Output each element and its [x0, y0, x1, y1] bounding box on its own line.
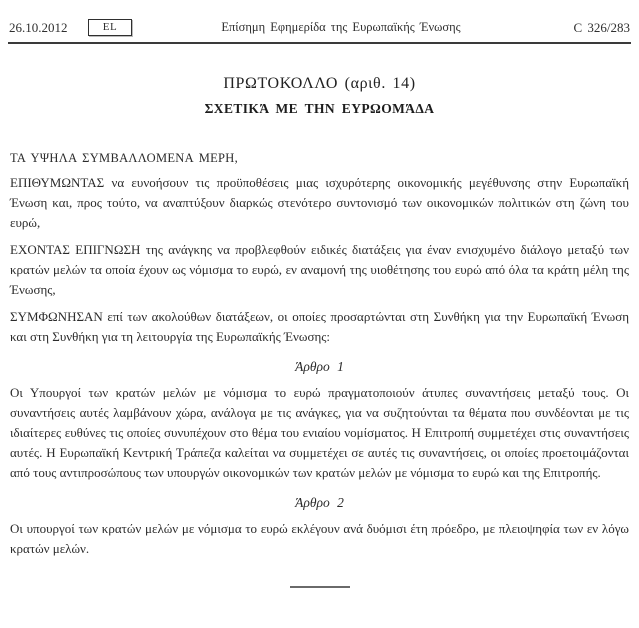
article-1-heading: Άρθρο 1 — [295, 359, 344, 374]
journal-title: Επίσημη Εφημερίδα της Ευρωπαϊκής Ένωσης — [221, 20, 461, 34]
preamble-paragraph: ΕΧΟΝΤΑΣ ΕΠΙΓΝΩΣΗ της ανάγκης να προβλεφθούν ειδικές διατάξεις για έναν ενισχυμένο διάλογο μεταξύ των κρατών μελών τα οποία έχουν ως νόμισμα το ευρώ, εν αναμονή της υιοθέτησης του ευρώ από όλα τα κράτη μέλη της Ένωσης, — [10, 242, 629, 297]
article-2-heading: Άρθρο 2 — [295, 495, 344, 510]
header-date: 26.10.2012 — [9, 19, 68, 35]
end-rule — [290, 586, 350, 588]
language-code: EL — [102, 21, 118, 33]
page-header — [0, 0, 639, 36]
preamble-parties: ΤΑ ΥΨΗΛΑ ΣΥΜΒΑΛΛΟΜΕΝΑ ΜΕΡΗ, — [10, 151, 239, 165]
language-code-box — [88, 19, 132, 36]
protocol-title: ΠΡΩΤΟΚΟΛΛΟ (αριθ. 14) — [223, 75, 416, 92]
preamble-paragraph: ΣΥΜΦΩΝΗΣΑΝ επί των ακολούθων διατάξεων, οι οποίες προσαρτώνται στη Συνθήκη για την Ευρωπαϊκή Ένωση και στη Συνθήκη για τη λειτουργία της Ευρωπαϊκής Ένωσης: — [10, 309, 629, 344]
article-2-body: Οι υπουργοί των κρατών μελών με νόμισμα το ευρώ εκλέγουν ανά δυόμισι έτη πρόεδρο, με πλειοψηφία των εν λόγω κρατών μελών. — [10, 521, 629, 556]
preamble-paragraph: ΕΠΙΘΥΜΩΝΤΑΣ να ευνοήσουν τις προϋποθέσεις μιας ισχυρότερης οικονομικής μεγέθυνσης στην Ευρωπαϊκή Ένωση και, προς τούτο, να αναπτύξουν διαρκώς στενότερο συντονισμό των οικονομικών πολιτικών στη ζώνη του ευρώ, — [10, 175, 629, 230]
protocol-subtitle: ΣΧΕΤΙΚΆ ΜΕ ΤΗΝ ΕΥΡΩΟΜΆΔΑ — [204, 101, 435, 116]
article-1-body: Οι Υπουργοί των κρατών μελών με νόμισμα το ευρώ πραγματοποιούν άτυπες συναντήσεις μεταξύ τους. Οι συναντήσεις αυτές λαμβάνουν χώρα, ανάλογα με τις ανάγκες, για να συζητούνται τα θέματα που συνδέονται με τις ιδιαίτερες ευθύνες τις οποίες συνυπέχουν στο θέμα του ενιαίου νομίσματος. Η Επιτροπή συμμετέχει στις συναντήσεις αυτές. Η Ευρωπαϊκή Κεντρική Τράπεζα καλείται να συμμετέχει σε αυτές τις συναντήσεις, οι οποίες προετοιμάζονται από τους αντιπροσώπους των υπουργών οικονομικών των κρατών μελών με νόμισμα το ευρώ και της Επιτροπής. — [10, 385, 629, 480]
header-rule — [8, 42, 631, 44]
page-reference: C 326/283 — [573, 19, 630, 35]
protocol-document — [0, 75, 639, 588]
